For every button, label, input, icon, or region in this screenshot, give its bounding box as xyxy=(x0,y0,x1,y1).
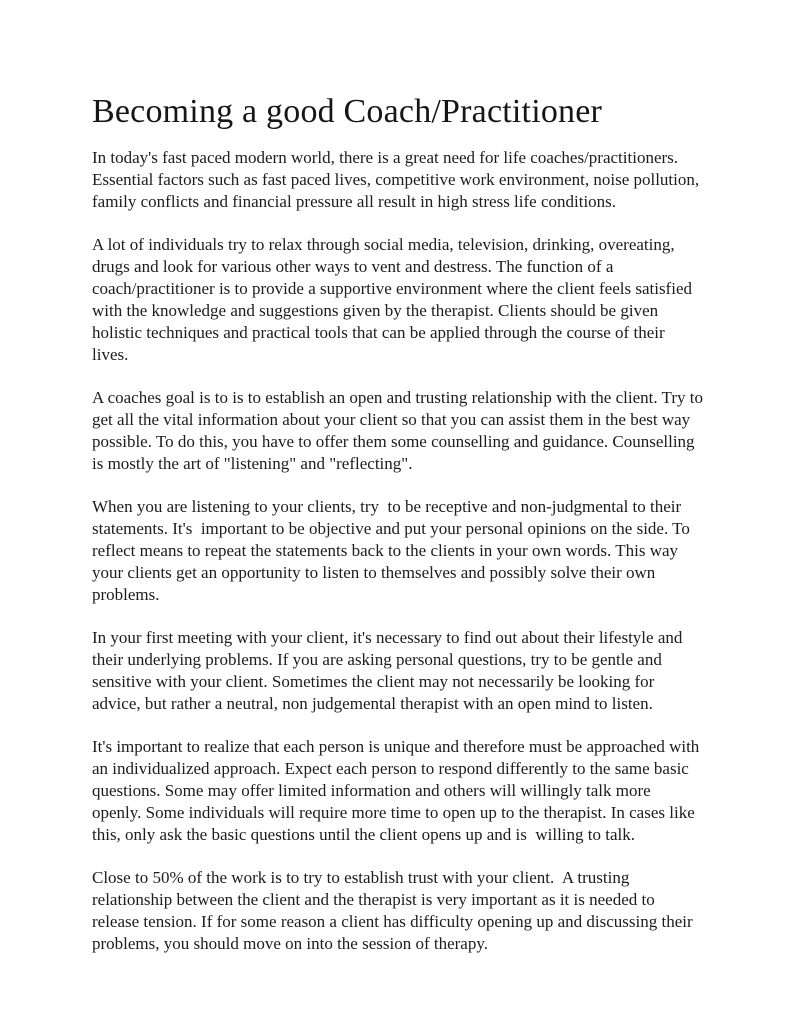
document-title: Becoming a good Coach/Practitioner xyxy=(92,93,603,130)
paragraph-individualized-approach: It's important to realize that each person is unique and therefore must be approached with an individualized approach. Expect each person to respond differently to the same basic questions. Some may offer limited information and others will willingly talk more openly. Some individuals will require more time to open up to the therapist. In cases like this, only ask the basic questions until the client opens up and is willing to talk. xyxy=(92,737,704,844)
paragraph-first-meeting: In your first meeting with your client, it's necessary to find out about their lifestyle and their underlying problems. If you are asking personal questions, try to be gentle and sensitive with your client. Sometimes the client may not necessarily be looking for advice, but rather a neutral, non judgemental therapist with an open mind to listen. xyxy=(92,628,687,713)
paragraph-intro: In today's fast paced modern world, there is a great need for life coaches/practitioners. Essential factors such as fast paced lives, competitive work environment, noise pollution, family conflicts and financial pressure all result in high stress life conditions. xyxy=(92,148,704,211)
paragraph-establish-trust: Close to 50% of the work is to try to establish trust with your client. A trusting relationship between the client and the therapist is very important as it is needed to release tension. If for some reason a client has difficulty opening up and discussing their problems, you should move on into the session of therapy. xyxy=(92,868,697,953)
document-body xyxy=(92,147,708,955)
paragraph-listening-reflecting: When you are listening to your clients, try to be receptive and non-judgmental to their statements. It's important to be objective and put your personal opinions on the side. To reflect means to repeat the statements back to the clients in your own words. This way your clients get an opportunity to listen to themselves and possibly solve their own problems. xyxy=(92,497,695,604)
paragraph-relax-function: A lot of individuals try to relax through social media, television, drinking, overeating, drugs and look for various other ways to vent and destress. The function of a coach/practitioner is to provide a supportive environment where the client feels satisfied with the knowledge and suggestions given by the therapist. Clients should be given holistic techniques and practical tools that can be applied through the course of their lives. xyxy=(92,235,697,364)
paragraph-coaches-goal: A coaches goal is to is to establish an open and trusting relationship with the client. Try to get all the vital information about your client so that you can assist them in the best way possible. To do this, you have to offer them some counselling and guidance. Counselling is mostly the art of "listening" and "reflecting". xyxy=(92,388,708,473)
